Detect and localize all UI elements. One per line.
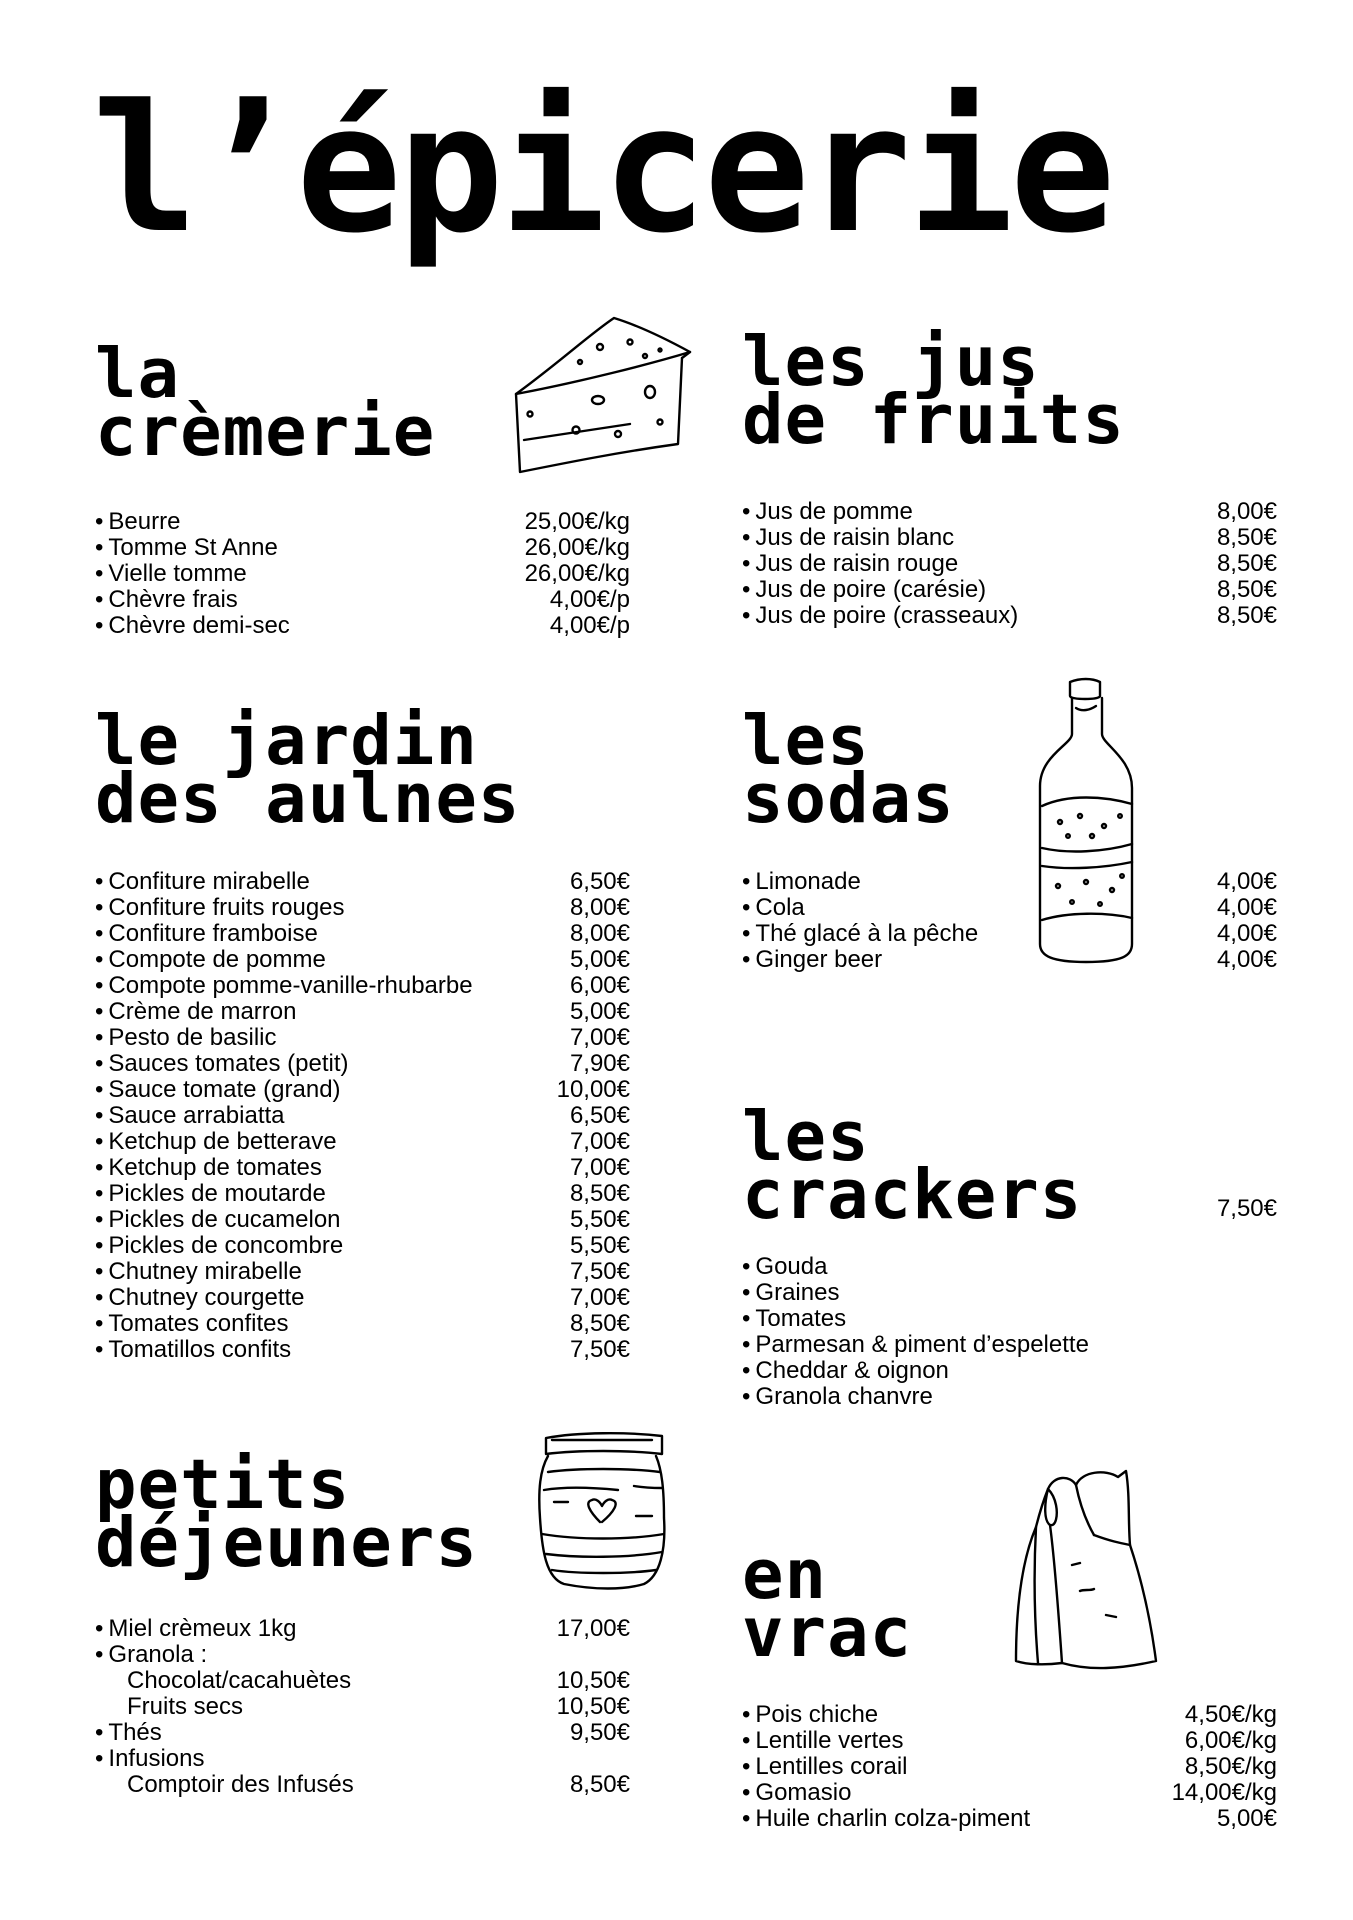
item-price: 10,50€ bbox=[556, 1693, 630, 1720]
list-item bbox=[95, 1233, 630, 1259]
list-item bbox=[95, 1155, 630, 1181]
item-name: • Tomates confites bbox=[95, 1311, 289, 1337]
item-price: 7,90€ bbox=[569, 1050, 630, 1077]
list-item bbox=[95, 535, 630, 561]
item-price: 5,00€ bbox=[1216, 1805, 1277, 1832]
section-title-line: de fruits bbox=[742, 380, 1125, 460]
list-item bbox=[95, 1694, 630, 1720]
item-name: • Huile charlin colza-piment bbox=[742, 1806, 1030, 1832]
list-item bbox=[95, 613, 630, 639]
list-item bbox=[742, 577, 1277, 603]
item-price: 9,50€ bbox=[569, 1719, 630, 1746]
list-item bbox=[95, 561, 630, 587]
item-price: 25,00€/kg bbox=[524, 508, 630, 535]
list-item bbox=[95, 1077, 630, 1103]
item-price: 8,50€/kg bbox=[1184, 1753, 1277, 1780]
crackers-price: 7,50€ bbox=[1216, 1195, 1277, 1222]
item-price: 10,50€ bbox=[556, 1667, 630, 1694]
section-title-line: le jardin bbox=[95, 701, 478, 781]
list-item bbox=[95, 1051, 630, 1077]
item-name: • Pickles de concombre bbox=[95, 1233, 343, 1259]
item-price: 5,50€ bbox=[569, 1206, 630, 1233]
list-item bbox=[95, 1772, 630, 1798]
section-title-line: déjeuners bbox=[95, 1503, 478, 1583]
section-title-line: crackers bbox=[742, 1155, 1083, 1235]
list-item bbox=[742, 1728, 1277, 1754]
item-price: 8,50€ bbox=[569, 1310, 630, 1337]
item-name: • Compote de pomme bbox=[95, 947, 326, 973]
list-item bbox=[742, 1332, 1277, 1358]
item-name: • Lentilles corail bbox=[742, 1754, 907, 1780]
section-title bbox=[95, 701, 630, 839]
list-item bbox=[742, 947, 1277, 973]
list-item bbox=[742, 499, 1277, 525]
list-item bbox=[742, 1780, 1277, 1806]
item-list bbox=[742, 1702, 1277, 1832]
item-price: 7,50€ bbox=[569, 1336, 630, 1363]
list-item bbox=[742, 1384, 1277, 1410]
list-item bbox=[742, 1754, 1277, 1780]
item-name: • Cheddar & oignon bbox=[742, 1358, 949, 1384]
item-name: • Gomasio bbox=[742, 1780, 851, 1806]
item-name: • Chèvre frais bbox=[95, 587, 238, 613]
item-price: 7,00€ bbox=[569, 1128, 630, 1155]
list-item bbox=[95, 1616, 630, 1642]
section-title bbox=[742, 322, 1277, 460]
item-price: 5,00€ bbox=[569, 946, 630, 973]
item-name: • Ketchup de tomates bbox=[95, 1155, 322, 1181]
item-price: 10,00€ bbox=[556, 1076, 630, 1103]
item-price: 6,50€ bbox=[569, 1102, 630, 1129]
item-name: • Pickles de cucamelon bbox=[95, 1207, 341, 1233]
item-price: 7,00€ bbox=[569, 1284, 630, 1311]
page-title: l’épicerie bbox=[92, 67, 1112, 272]
list-item bbox=[95, 947, 630, 973]
list-item bbox=[742, 869, 1277, 895]
list-item bbox=[742, 1306, 1277, 1332]
item-price: 8,50€ bbox=[1216, 524, 1277, 551]
item-name: • Pesto de basilic bbox=[95, 1025, 277, 1051]
item-price: 26,00€/kg bbox=[524, 560, 630, 587]
list-item bbox=[742, 603, 1277, 629]
item-name: • Vielle tomme bbox=[95, 561, 247, 587]
item-name: • Jus de pomme bbox=[742, 499, 913, 525]
section-title-line: petits bbox=[95, 1445, 351, 1525]
section-title-line: la bbox=[95, 334, 181, 414]
item-list bbox=[742, 869, 1277, 973]
bottle-icon bbox=[1028, 676, 1148, 966]
item-price: 17,00€ bbox=[556, 1615, 630, 1642]
list-item bbox=[742, 1806, 1277, 1832]
item-name: • Miel crèmeux 1kg bbox=[95, 1616, 296, 1642]
item-name: • Tomates bbox=[742, 1306, 846, 1332]
item-name: • Crème de marron bbox=[95, 999, 296, 1025]
item-price: 8,50€ bbox=[1216, 602, 1277, 629]
item-name: • Gouda bbox=[742, 1254, 827, 1280]
item-name: Fruits secs bbox=[127, 1693, 244, 1720]
list-item bbox=[95, 1285, 630, 1311]
paper-bag-icon bbox=[1010, 1465, 1160, 1675]
item-price: 6,00€/kg bbox=[1184, 1727, 1277, 1754]
item-price: 5,50€ bbox=[569, 1232, 630, 1259]
item-name: • Jus de poire (carésie) bbox=[742, 577, 986, 603]
section-jus bbox=[742, 322, 1277, 629]
item-name: • Compote pomme-vanille-rhubarbe bbox=[95, 973, 473, 999]
jar-icon bbox=[538, 1430, 668, 1590]
list-item bbox=[95, 1181, 630, 1207]
list-item bbox=[95, 1259, 630, 1285]
item-price: 7,00€ bbox=[569, 1024, 630, 1051]
item-name: Comptoir des Infusés bbox=[127, 1771, 354, 1798]
list-item bbox=[95, 1746, 630, 1772]
list-item bbox=[95, 1103, 630, 1129]
section-title bbox=[742, 701, 1277, 839]
list-item bbox=[95, 509, 630, 535]
section-title-line: en bbox=[742, 1535, 828, 1615]
item-name: • Tomatillos confits bbox=[95, 1337, 291, 1363]
item-price: 4,00€ bbox=[1216, 920, 1277, 947]
item-name: • Confiture fruits rouges bbox=[95, 895, 345, 921]
item-name: • Thé glacé à la pêche bbox=[742, 921, 978, 947]
list-item bbox=[742, 921, 1277, 947]
item-name: Chocolat/cacahuètes bbox=[127, 1667, 352, 1694]
item-price: 7,00€ bbox=[569, 1154, 630, 1181]
list-item bbox=[742, 525, 1277, 551]
item-name: • Thés bbox=[95, 1720, 162, 1746]
item-name: • Chutney courgette bbox=[95, 1285, 305, 1311]
item-list bbox=[742, 499, 1277, 629]
item-name: • Tomme St Anne bbox=[95, 535, 278, 561]
cheese-icon bbox=[510, 312, 695, 480]
item-name: • Pickles de moutarde bbox=[95, 1181, 326, 1207]
item-price: 8,50€ bbox=[569, 1771, 630, 1798]
section-sodas bbox=[742, 701, 1277, 973]
section-crackers bbox=[742, 1097, 1277, 1410]
section-title-line: les bbox=[742, 1097, 870, 1177]
item-name: • Jus de raisin blanc bbox=[742, 525, 954, 551]
item-name: • Sauce arrabiatta bbox=[95, 1103, 285, 1129]
item-name: • Ginger beer bbox=[742, 947, 882, 973]
section-title-line: des aulnes bbox=[95, 759, 521, 839]
item-price: 6,00€ bbox=[569, 972, 630, 999]
item-name: • Granola : bbox=[95, 1642, 207, 1668]
item-name: • Jus de raisin rouge bbox=[742, 551, 958, 577]
item-name: • Granola chanvre bbox=[742, 1384, 933, 1410]
item-name: • Chutney mirabelle bbox=[95, 1259, 302, 1285]
item-price: 4,50€/kg bbox=[1184, 1701, 1277, 1728]
item-name: • Ketchup de betterave bbox=[95, 1129, 337, 1155]
item-name: • Sauce tomate (grand) bbox=[95, 1077, 341, 1103]
list-item bbox=[742, 1358, 1277, 1384]
item-name: • Limonade bbox=[742, 869, 861, 895]
item-price: 4,00€ bbox=[1216, 946, 1277, 973]
item-name: • Confiture mirabelle bbox=[95, 869, 310, 895]
list-item bbox=[95, 1642, 630, 1668]
item-list bbox=[95, 869, 630, 1363]
list-item bbox=[95, 1025, 630, 1051]
section-title bbox=[742, 1097, 1277, 1235]
item-list bbox=[742, 1254, 1277, 1410]
list-item bbox=[95, 973, 630, 999]
section-jardin bbox=[95, 701, 630, 1363]
item-name: • Chèvre demi-sec bbox=[95, 613, 290, 639]
item-price: 6,50€ bbox=[569, 868, 630, 895]
list-item bbox=[95, 999, 630, 1025]
item-name: • Sauces tomates (petit) bbox=[95, 1051, 349, 1077]
list-item bbox=[95, 1207, 630, 1233]
section-title-line: les jus bbox=[742, 322, 1040, 402]
list-item bbox=[742, 1702, 1277, 1728]
item-price: 8,50€ bbox=[569, 1180, 630, 1207]
section-title-line: vrac bbox=[742, 1593, 913, 1673]
item-price: 5,00€ bbox=[569, 998, 630, 1025]
item-price: 8,50€ bbox=[1216, 576, 1277, 603]
list-item bbox=[95, 1668, 630, 1694]
list-item bbox=[95, 1129, 630, 1155]
item-name: • Graines bbox=[742, 1280, 839, 1306]
list-item bbox=[742, 1254, 1277, 1280]
list-item bbox=[742, 895, 1277, 921]
list-item bbox=[95, 1337, 630, 1363]
section-title-line: sodas bbox=[742, 759, 955, 839]
item-list bbox=[95, 509, 630, 639]
list-item bbox=[95, 869, 630, 895]
section-title-line: les bbox=[742, 701, 870, 781]
list-item bbox=[95, 895, 630, 921]
list-item bbox=[742, 551, 1277, 577]
item-price: 8,00€ bbox=[1216, 498, 1277, 525]
item-name: • Lentille vertes bbox=[742, 1728, 903, 1754]
item-name: • Beurre bbox=[95, 509, 180, 535]
item-price: 4,00€/p bbox=[549, 612, 630, 639]
item-price: 8,00€ bbox=[569, 894, 630, 921]
item-name: • Confiture framboise bbox=[95, 921, 318, 947]
item-name: • Pois chiche bbox=[742, 1702, 878, 1728]
item-price: 8,50€ bbox=[1216, 550, 1277, 577]
item-price: 14,00€/kg bbox=[1171, 1779, 1277, 1806]
item-list bbox=[95, 1616, 630, 1798]
item-price: 7,50€ bbox=[569, 1258, 630, 1285]
list-item bbox=[95, 1720, 630, 1746]
item-name: • Jus de poire (crasseaux) bbox=[742, 603, 1018, 629]
list-item bbox=[95, 921, 630, 947]
item-name: • Cola bbox=[742, 895, 805, 921]
item-price: 4,00€ bbox=[1216, 894, 1277, 921]
list-item bbox=[95, 587, 630, 613]
item-name: • Parmesan & piment d’espelette bbox=[742, 1332, 1089, 1358]
item-price: 26,00€/kg bbox=[524, 534, 630, 561]
list-item bbox=[95, 1311, 630, 1337]
item-name: • Infusions bbox=[95, 1746, 204, 1772]
list-item bbox=[742, 1280, 1277, 1306]
item-price: 8,00€ bbox=[569, 920, 630, 947]
section-title-line: crèmerie bbox=[95, 392, 436, 472]
item-price: 4,00€ bbox=[1216, 868, 1277, 895]
item-price: 4,00€/p bbox=[549, 586, 630, 613]
